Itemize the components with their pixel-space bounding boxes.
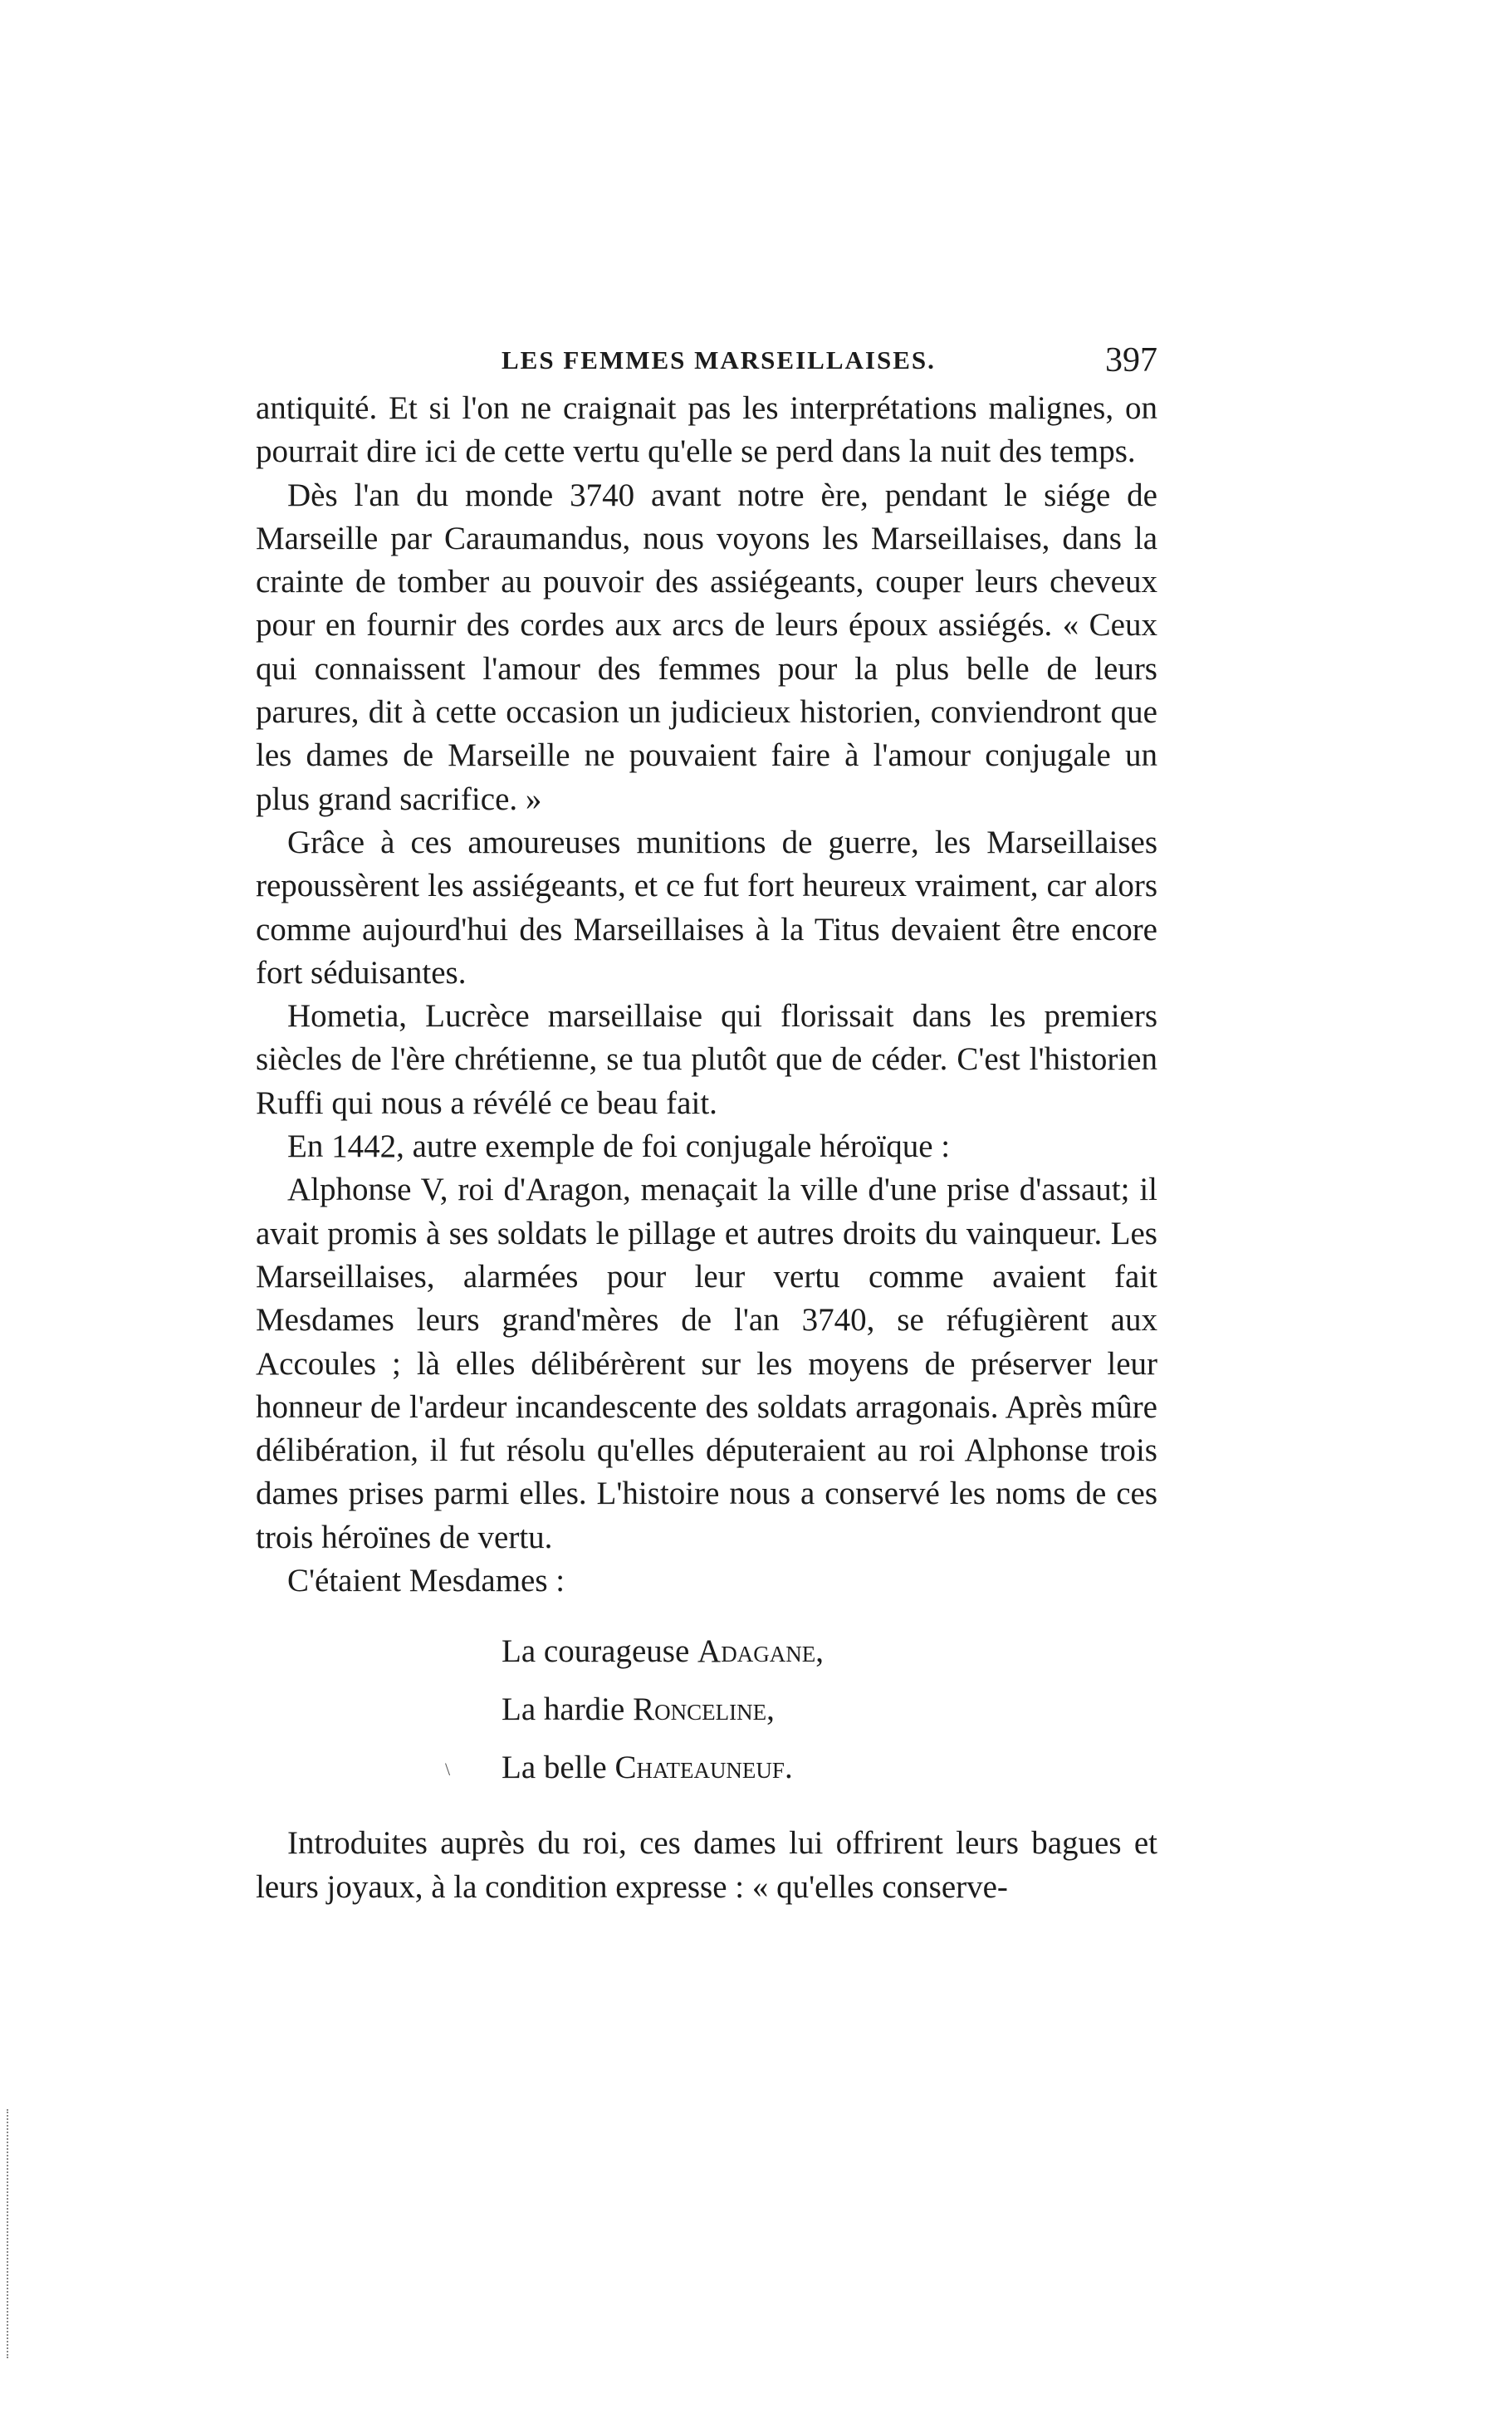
paragraph-4: Hometia, Lucrèce marseillaise qui florissait dans les premiers siècles de l'ère chrétienne, se tua plutôt que de céder. C'est l'historien Ruffi qui nous a révélé ce beau fait. bbox=[256, 998, 1157, 1121]
page-number: 397 bbox=[1105, 341, 1157, 379]
name-line-adagane bbox=[256, 1623, 1157, 1681]
page-header bbox=[256, 340, 1157, 390]
paragraph-8: Introduites auprès du roi, ces dames lui offrirent leurs bagues et leurs joyaux, à la condition expresse : « qu'elles conserve- bbox=[256, 1825, 1157, 1905]
name-prefix: La belle bbox=[502, 1750, 607, 1786]
name-line-ronceline bbox=[256, 1681, 1157, 1739]
stray-print-mark: \ bbox=[445, 1759, 451, 1779]
paragraph-7: C'étaient Mesdames : bbox=[287, 1563, 565, 1599]
name-prefix: La courageuse bbox=[502, 1633, 690, 1670]
name-line-chateauneuf bbox=[256, 1739, 1157, 1797]
margin-dotted-line bbox=[7, 2109, 12, 2358]
paragraph-1: antiquité. Et si l'on ne craignait pas les interprétations malignes, on pourrait dire ici de cette vertu qu'elle se perd dans la nuit des temps. bbox=[256, 390, 1157, 470]
name-prefix: La hardie bbox=[502, 1691, 625, 1728]
paragraph-6: Alphonse V, roi d'Aragon, menaçait la ville d'une prise d'assaut; il avait promis à ses soldats le pillage et autres droits du vainqueur. Les Marseillaises, alarmées pour leur vertu comme avaient fait Mesdames leurs grand'mères de l'an 3740, se réfugièrent aux Accoules ; là elles délibérèrent sur les moyens de préserver leur honneur de l'ardeur incandescente des soldats arragonais. Après mûre délibération, il fut résolu qu'elles députeraient au roi Alphonse trois dames prises parmi elles. L'histoire nous a conservé les noms de ces trois héroïnes de vertu. bbox=[256, 1172, 1157, 1555]
names-list bbox=[256, 1623, 1157, 1797]
name-ronceline: Ronceline, bbox=[633, 1691, 775, 1728]
paragraph-5: En 1442, autre exemple de foi conjugale héroïque : bbox=[287, 1128, 951, 1165]
name-adagane: Adagane, bbox=[697, 1633, 824, 1670]
body-text bbox=[256, 387, 1157, 1909]
paragraph-3: Grâce à ces amoureuses munitions de guerre, les Marseillaises repoussèrent les assiégeants, et ce fut fort heureux vraiment, car alors comme aujourd'hui des Marseillaises à la Titus devaient être encore fort séduisantes. bbox=[256, 824, 1157, 991]
paragraph-2: Dès l'an du monde 3740 avant notre ère, pendant le siége de Marseille par Caraumandus, nous voyons les Marseillaises, dans la crainte de tomber au pouvoir des assiégeants, couper leurs cheveux pour en fournir des cordes aux arcs de leurs époux assiégés. « Ceux qui connaissent l'amour des femmes pour la plus belle de leurs parures, dit à cette occasion un judicieux historien, conviendront que les dames de Marseille ne pouvaient faire à l'amour conjugale un plus grand sacrifice. » bbox=[256, 477, 1157, 817]
name-chateauneuf: Chateauneuf. bbox=[614, 1750, 793, 1786]
running-title: LES FEMMES MARSEILLAISES. bbox=[502, 345, 936, 374]
